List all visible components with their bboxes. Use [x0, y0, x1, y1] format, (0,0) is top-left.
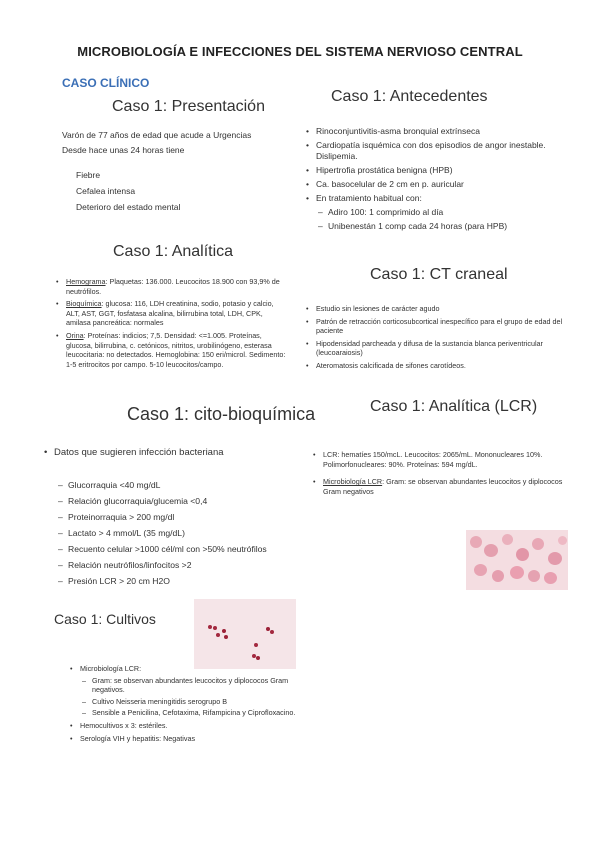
lcr-title: Caso 1: Analítica (LCR) [370, 398, 538, 415]
coccus-dot [254, 643, 258, 647]
citobioquimica-lead-row [44, 447, 304, 458]
coccus-dot [270, 630, 274, 634]
list-item [56, 331, 288, 369]
cell-dot [548, 552, 562, 565]
cell-dot [544, 572, 557, 584]
cell-dot [528, 570, 540, 582]
list-item: • Estudio sin lesiones de carácter agudo [306, 304, 564, 314]
citobioquimica-title: Caso 1: cito-bioquímica [127, 404, 316, 424]
cell-dot [470, 536, 482, 548]
cell-dot [510, 566, 524, 579]
coccus-dot [256, 656, 260, 660]
coccus-dot [216, 633, 220, 637]
presentacion-title: Caso 1: Presentación [112, 98, 265, 115]
presentacion-body [62, 130, 292, 213]
citobioquimica-list [58, 480, 308, 587]
cell-dot [516, 548, 529, 561]
antecedentes-list [306, 126, 546, 232]
analitica-list [56, 277, 288, 369]
symptom-item: Cefalea intensa [76, 186, 136, 196]
item-text: : Plaquetas: 136.000. Leucocitos 18.900 con 93,9% de neutrófilos. [66, 277, 280, 296]
list-item [56, 277, 288, 296]
list-item: • En tratamiento habitual con: [306, 193, 546, 204]
list-item: • Rinoconjuntivitis-asma bronquial extrínseca [306, 126, 546, 137]
list-item: • Hipertrofia prostática benigna (HPB) [306, 165, 546, 176]
page-title: MICROBIOLOGÍA E INFECCIONES DEL SISTEMA NERVIOSO CENTRAL [77, 44, 523, 59]
cell-dot [532, 538, 544, 550]
list-item: • Patrón de retracción corticosubcortical inespecífico para el grupo de edad del paciente [306, 317, 564, 336]
list-item: – Relación glucorraquia/glucemia <0,4 [58, 496, 308, 507]
ct-list [306, 304, 564, 371]
list-item: – Recuento celular >1000 cél/ml con >50% neutrófilos [58, 544, 308, 555]
list-item: – Glucorraquia <40 mg/dL [58, 480, 308, 491]
coccus-dot [213, 626, 217, 630]
gram-stain-image [466, 530, 568, 590]
culture-image [194, 599, 296, 669]
ct-title: Caso 1: CT craneal [370, 266, 508, 283]
item-label: Microbiología LCR [323, 477, 383, 487]
list-item: • Serología VIH y hepatitis: Negativas [70, 734, 300, 744]
cultivos-title: Caso 1: Cultivos [54, 611, 156, 627]
item-label: Bioquímica [66, 299, 102, 309]
cell-dot [558, 536, 567, 545]
coccus-dot [224, 635, 228, 639]
list-item: • Hemocultivos x 3: estériles. [70, 721, 300, 731]
item-label: Orina [66, 330, 84, 340]
list-item: – Proteinorraquia > 200 mg/dl [58, 512, 308, 523]
presentacion-line2: Desde hace unas 24 horas tiene [62, 145, 185, 155]
item-text: : Proteínas: indicios; 7,5. Densidad: <=1.005. Proteínas, glucosa, bilirrubina, c. cetónicos, nitritos, urobilinógeno, esterasa leucocitaria: no detectados. Hemoglobina: 150 eri/microl. Sedimento: 1-5 eritrocitos por campo. 5-10 leucocitos/campo. [66, 330, 286, 369]
list-item: • LCR: hematíes 150/mcL. Leucocitos: 2065/mL. Mononucleares 10%. Polimorfonucleares: 90%. Proteínas: 594 mg/dL. [313, 450, 568, 469]
sub-list-item: – Sensible a Penicilina, Cefotaxima, Rifampicina y Ciprofloxacino. [82, 708, 300, 718]
cell-dot [502, 534, 513, 545]
list-item [56, 299, 288, 328]
list-item: • Cardiopatía isquémica con dos episodios de angor inestable. Dislipemia. [306, 140, 546, 162]
cell-dot [474, 564, 487, 576]
list-item: • Hipodensidad parcheada y difusa de la sustancia blanca periventricular (leucoaraiosis) [306, 339, 564, 358]
list-item: • Ateromatosis calcificada de sifones carotídeos. [306, 361, 564, 371]
lcr-list [313, 450, 568, 496]
item-text: : Gram: se observan abundantes leucocitos y diplococos Gram negativos [323, 477, 563, 496]
list-item [313, 477, 568, 496]
symptom-item: Deterioro del estado mental [76, 202, 181, 212]
item-text: : glucosa: 116, LDH creatinina, sodio, potasio y calcio, ALT, AST, GGT, fosfatasa alcalina, bilirrubina total, LDH, CPK, amilasa pancreática: normales [66, 299, 274, 328]
item-label: Hemograma [66, 277, 106, 286]
list-item: – Presión LCR > 20 cm H2O [58, 576, 308, 587]
list-item: – Lactato > 4 mmol/L (35 mg/dL) [58, 528, 308, 539]
symptom-item: Fiebre [76, 170, 101, 180]
sub-list-item: – Cultivo Neisseria meningitidis serogrupo B [82, 697, 300, 707]
analitica-title: Caso 1: Analítica [113, 243, 234, 260]
antecedentes-title: Caso 1: Antecedentes [331, 88, 488, 105]
list-item: – Relación neutrófilos/linfocitos >2 [58, 560, 308, 571]
list-item: • Microbiología LCR: [70, 664, 300, 674]
lead-item: • Datos que sugieren infección bacteriana [44, 447, 304, 458]
cultivos-list [70, 664, 300, 743]
sub-list-item: – Gram: se observan abundantes leucocitos y diplococos Gram negativos. [82, 676, 300, 695]
sub-list-item: – Unibenestán 1 comp cada 24 horas (para HPB) [318, 221, 546, 232]
list-item: • Ca. basocelular de 2 cm en p. auricular [306, 179, 546, 190]
coccus-dot [208, 625, 212, 629]
sub-list-item: – Adiro 100: 1 comprimido al día [318, 207, 546, 218]
coccus-dot [222, 629, 226, 633]
section-label: CASO CLÍNICO [62, 76, 150, 90]
cell-dot [492, 570, 504, 582]
presentacion-line1: Varón de 77 años de edad que acude a Urgencias [62, 130, 252, 140]
cell-dot [484, 544, 498, 557]
